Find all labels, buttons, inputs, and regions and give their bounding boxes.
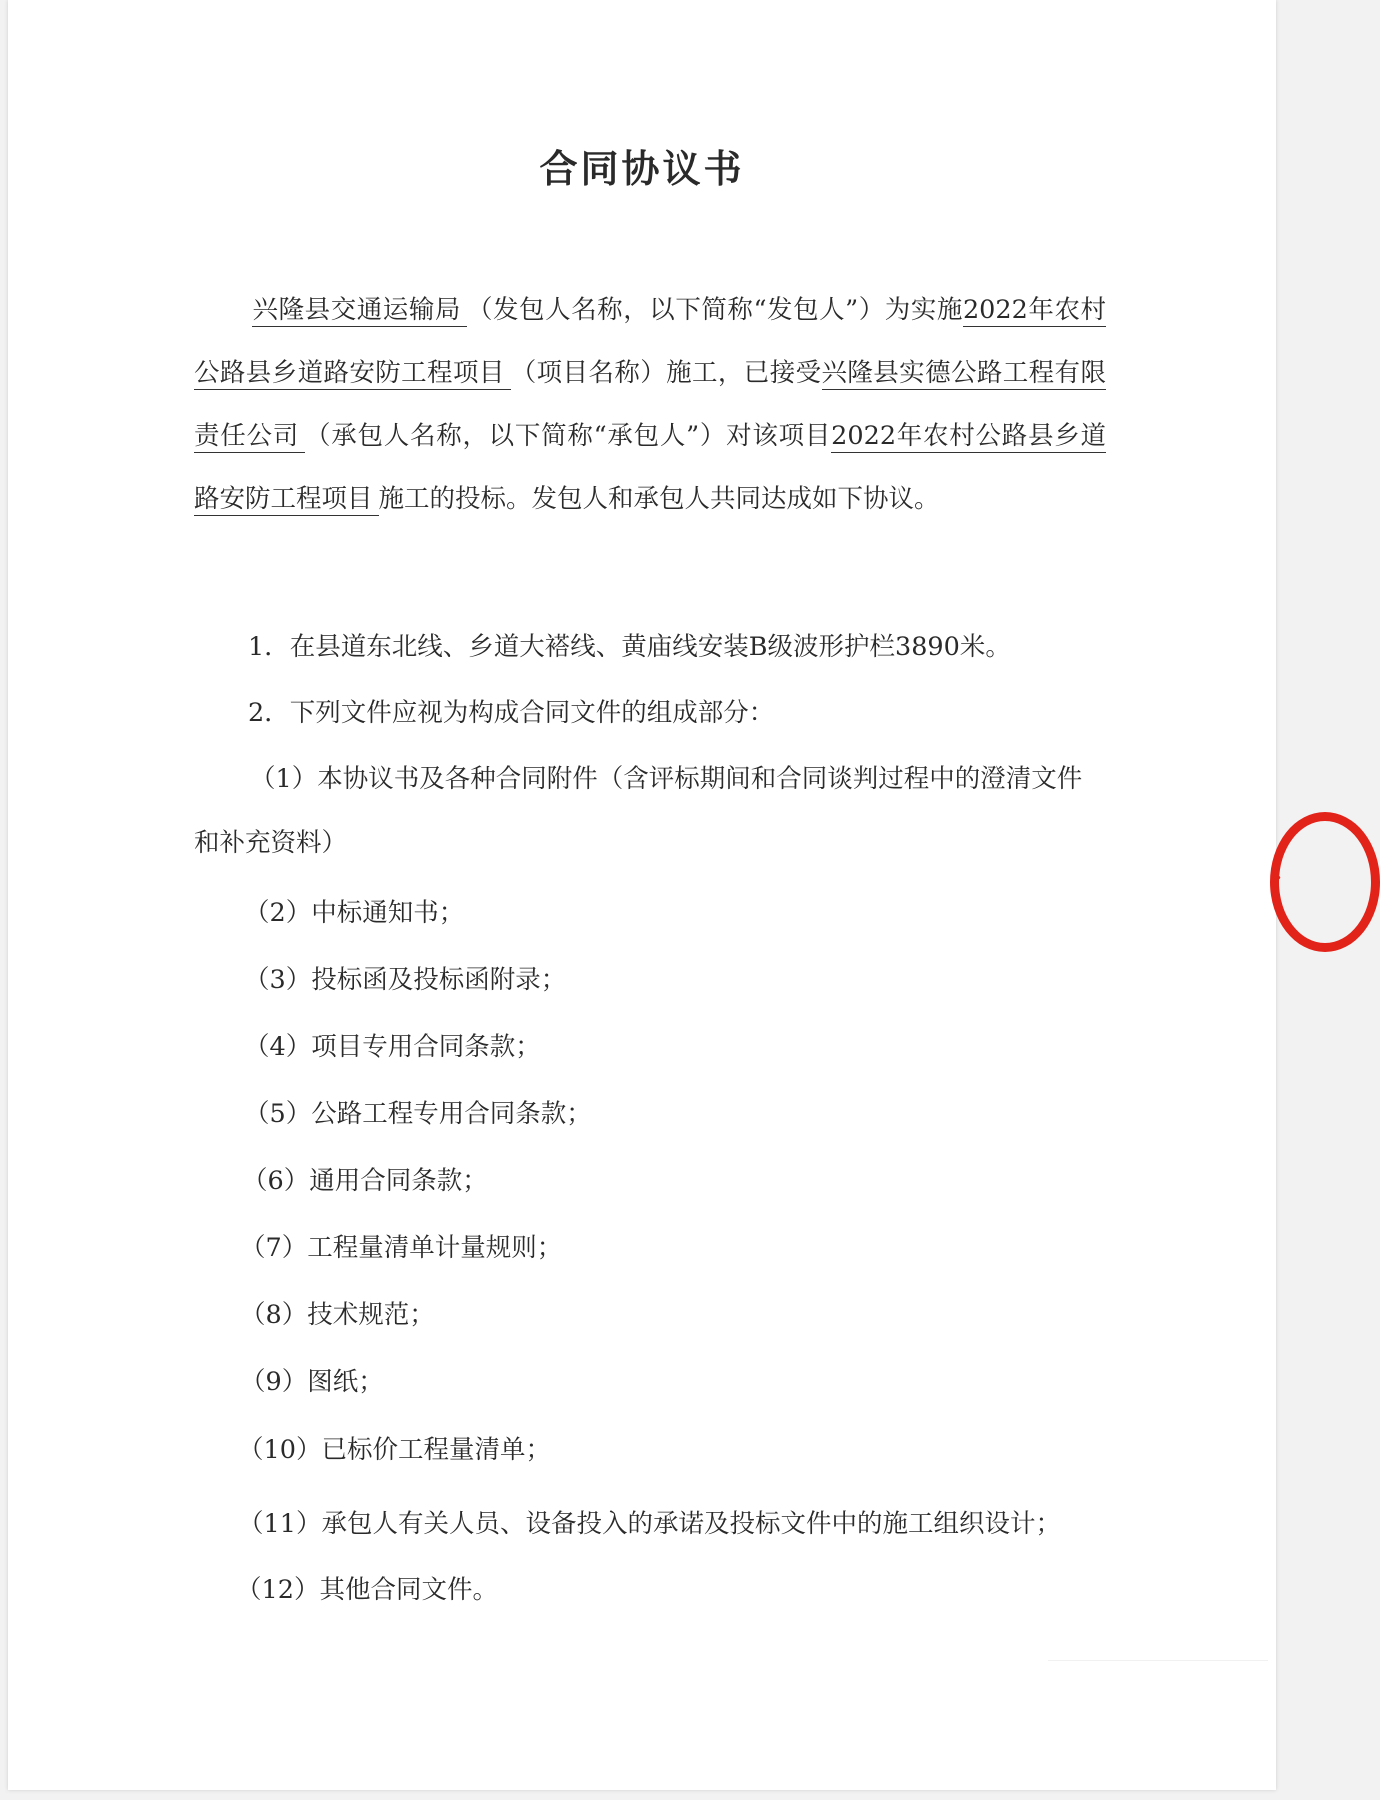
list-item-7: （7）工程量清单计量规则； [240,1233,563,1263]
project-name-2: 2022年农村公路县乡道路安防工程项目 [194,421,1106,514]
list-item-10: （10）已标价工程量清单； [238,1435,551,1465]
list-item-2: （2）中标通知书； [244,898,465,928]
contractor-name: 兴隆县实德公路工程有限责任公司 [194,358,1106,451]
intro-text-4: 施工的投标。发包人和承包人共同达成如下协议。 [378,484,940,514]
red-seal-stamp [1270,812,1380,952]
document-title: 合同协议书 [539,146,745,191]
intro-text-3: （承包人名称，以下简称“承包人”）对该项目 [304,421,832,451]
list-item-5: （5）公路工程专用合同条款； [244,1099,592,1129]
intro-paragraph [194,279,1106,531]
intro-text-2: （项目名称）施工，已接受 [510,358,822,388]
list-item-1-continuation: 和补充资料） [194,828,348,858]
list-item-9: （9）图纸； [240,1367,384,1397]
list-item-12: （12）其他合同文件。 [236,1575,498,1605]
project-name: 2022年农村公路县乡道路安防工程项目 [194,295,1106,388]
list-item-11: （11）承包人有关人员、设备投入的承诺及投标文件中的施工组织设计； [238,1509,1061,1539]
document-page [8,0,1282,1790]
clause-1: 1．在县道东北线、乡道大褡线、黄庙线安装B级波形护栏3890米。 [248,632,1011,662]
red-seal-mark: · [1276,868,1282,887]
clause-2: 2．下列文件应视为构成合同文件的组成部分： [248,698,775,728]
scan-artifact-line [1048,1660,1268,1661]
intro-text-1: （发包人名称，以下简称“发包人”）为实施 [466,295,963,325]
employer-name: 兴隆县交通运输局 [252,295,467,327]
list-item-8: （8）技术规范； [240,1300,435,1330]
list-item-4: （4）项目专用合同条款； [244,1032,541,1062]
list-item-3: （3）投标函及投标函附录； [244,965,567,995]
list-item-6: （6）通用合同条款； [242,1166,488,1196]
list-item-1: （1）本协议书及各种合同附件（含评标期间和合同谈判过程中的澄清文件 [250,764,1083,794]
